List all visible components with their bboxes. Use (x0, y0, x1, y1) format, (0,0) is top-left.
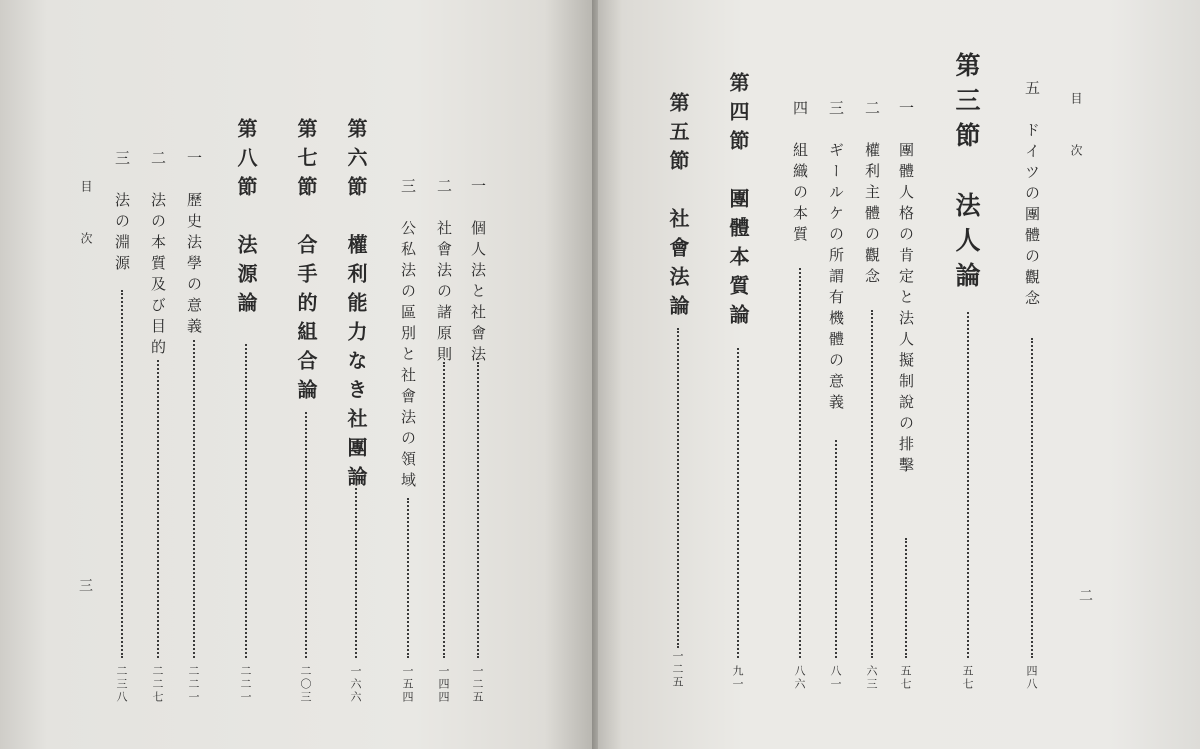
dot-leader (737, 348, 739, 658)
page-number: 三 (77, 578, 93, 592)
page-ref: 六三 (865, 665, 878, 691)
entry-label: 三 公私法の區別と社會法の領域 (399, 178, 417, 493)
dot-leader (157, 360, 159, 658)
page-ref: 二三八 (115, 665, 128, 704)
dot-leader (905, 538, 907, 658)
dot-leader (193, 340, 195, 658)
entry-label: 二 權利主體の觀念 (863, 100, 881, 289)
page-ref: 二二七 (151, 665, 164, 704)
dot-leader (799, 268, 801, 658)
running-head: 目次 (1069, 92, 1083, 196)
dot-leader (477, 362, 479, 658)
entry-label: 二 社會法の諸原則 (435, 178, 453, 367)
page-ref: 一二五 (671, 650, 684, 689)
running-head: 目次 (79, 180, 93, 284)
page-number: 二 (1077, 588, 1093, 602)
dot-leader (1031, 338, 1033, 658)
dot-leader (443, 362, 445, 658)
section-heading: 第六節 權利能力なき社團論 (344, 118, 368, 495)
entry-label: 一 歷史法學の意義 (185, 150, 203, 339)
dot-leader (245, 344, 247, 658)
page-ref: 一二五 (471, 665, 484, 704)
entry-label: 二 法の本質及び目的 (149, 150, 167, 360)
section-heading: 第五節 社會法論 (666, 92, 690, 324)
page-ref: 二二一 (187, 665, 200, 704)
page-ref: 五七 (899, 665, 912, 691)
page-ref: 一四四 (437, 665, 450, 704)
page-ref: 八六 (793, 665, 806, 691)
dot-leader (305, 412, 307, 658)
page-ref: 二〇三 (299, 665, 312, 704)
dot-leader (967, 312, 969, 658)
dot-leader (835, 440, 837, 658)
entry-label: 四 組織の本質 (791, 100, 809, 247)
page-ref: 一五四 (401, 665, 414, 704)
page-ref: 四八 (1025, 665, 1038, 691)
right-page (592, 0, 1200, 749)
dot-leader (677, 328, 679, 648)
section-heading: 第三節 法人論 (952, 52, 981, 297)
entry-label: 一 個人法と社會法 (469, 178, 487, 367)
entry-label: 一 團體人格の肯定と法人擬制說の排擊 (897, 100, 915, 478)
left-page (0, 0, 592, 749)
page-ref: 八一 (829, 665, 842, 691)
page-ref: 五七 (961, 665, 974, 691)
page-ref: 一六六 (349, 665, 362, 704)
section-heading: 第八節 法源論 (234, 118, 258, 321)
dot-leader (355, 488, 357, 658)
dot-leader (871, 310, 873, 658)
page-ref: 二二一 (239, 665, 252, 704)
page-ref: 九一 (731, 665, 744, 691)
section-heading: 第四節 團體本質論 (726, 72, 750, 333)
dot-leader (407, 498, 409, 658)
entry-label: 三 ギールケの所謂有機體の意義 (827, 100, 845, 415)
section-heading: 第七節 合手的組合論 (294, 118, 318, 408)
entry-label: 五 ドイツの團體の觀念 (1023, 80, 1041, 311)
dot-leader (121, 290, 123, 658)
entry-label: 三 法の淵源 (113, 150, 131, 276)
